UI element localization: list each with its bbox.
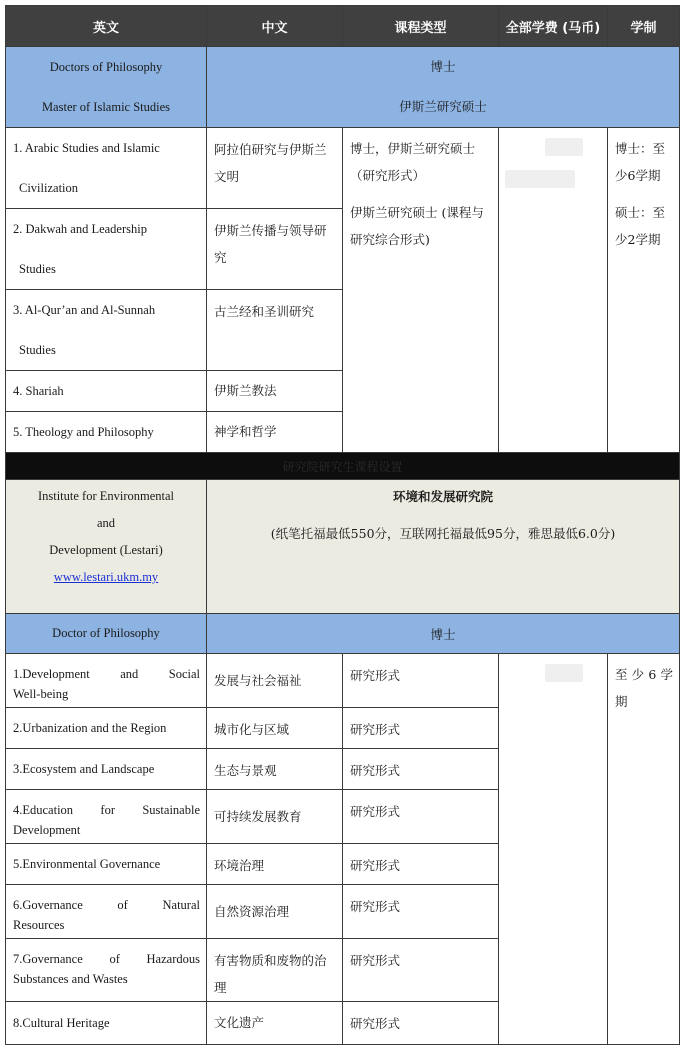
header-row xyxy=(6,6,680,47)
table-row: 3. Al-Qur’an and Al-Sunnah Studies 古兰经和圣训研究 xyxy=(6,290,680,371)
col-chinese: 中文 xyxy=(207,6,343,47)
table-row: 6.Governance of Natural Resources 自然资源治理 研究形式 xyxy=(6,885,680,939)
table-row: 2. Dakwah and Leadership Studies 伊斯兰传播与领导研究 xyxy=(6,209,680,290)
table-row: 1.Development and Social Well-being 发展与社会福祉 研究形式 至 少 6 学 期 xyxy=(6,654,680,708)
table-row: 5. Theology and Philosophy 神学和哲学 xyxy=(6,412,680,453)
degree-row: Doctor of Philosophy 博士 xyxy=(6,614,680,654)
degree-en: Doctors of Philosophy Master of Islamic Studies xyxy=(6,47,207,128)
institute-cn: 环境和发展研究院 (纸笔托福最低550分，互联网托福最低95分，雅思最低6.0分) xyxy=(207,480,680,614)
tuition-cell xyxy=(499,128,608,453)
programme-table xyxy=(5,5,680,1045)
table-row: 8.Cultural Heritage 文化遗产 研究形式 xyxy=(6,1002,680,1045)
course-type-cell: 博士，伊斯兰研究硕士（研究形式） 伊斯兰研究硕士 (课程与研究综合形式) xyxy=(343,128,499,453)
institute-en: Institute for Environmental and Development (Lestari) www.lestari.ukm.my xyxy=(6,480,207,614)
table-row: 1. Arabic Studies and Islamic Civilization 阿拉伯研究与伊斯兰文明 博士，伊斯兰研究硕士（研究形式） 伊斯兰研究硕士 (课程与研究综合形式) 博士：至少6学期 硕士：至少2学期 xyxy=(6,128,680,209)
table-row: 7.Governance of Hazardous Substances and Wastes 有害物质和废物的治理 研究形式 xyxy=(6,939,680,1002)
degree-cn: 博士 伊斯兰研究硕士 xyxy=(207,47,680,128)
table-row: 4. Shariah 伊斯兰教法 xyxy=(6,371,680,412)
col-tuition: 全部学费 (马币) xyxy=(499,6,608,47)
col-course-type: 课程类型 xyxy=(343,6,499,47)
duration-cell: 博士：至少6学期 硕士：至少2学期 xyxy=(608,128,680,453)
col-english: 英文 xyxy=(6,6,207,47)
col-duration: 学制 xyxy=(608,6,680,47)
section-bar: 研究院研究生课程设置 xyxy=(6,453,680,480)
language-requirement: (纸笔托福最低550分，互联网托福最低95分，雅思最低6.0分) xyxy=(270,526,616,541)
duration-cell-2: 至 少 6 学 期 xyxy=(608,654,680,1045)
table-row: 2.Urbanization and the Region 城市化与区域 研究形式 xyxy=(6,708,680,749)
institute-link[interactable]: www.lestari.ukm.my xyxy=(53,570,159,584)
degree-row xyxy=(6,47,680,128)
table-row: 4.Education for Sustainable Development 可持续发展教育 研究形式 xyxy=(6,790,680,844)
institute-row xyxy=(6,480,680,614)
tuition-cell-2 xyxy=(499,654,608,1045)
table-row: 5.Environmental Governance 环境治理 研究形式 xyxy=(6,844,680,885)
table-row: 3.Ecosystem and Landscape 生态与景观 研究形式 xyxy=(6,749,680,790)
